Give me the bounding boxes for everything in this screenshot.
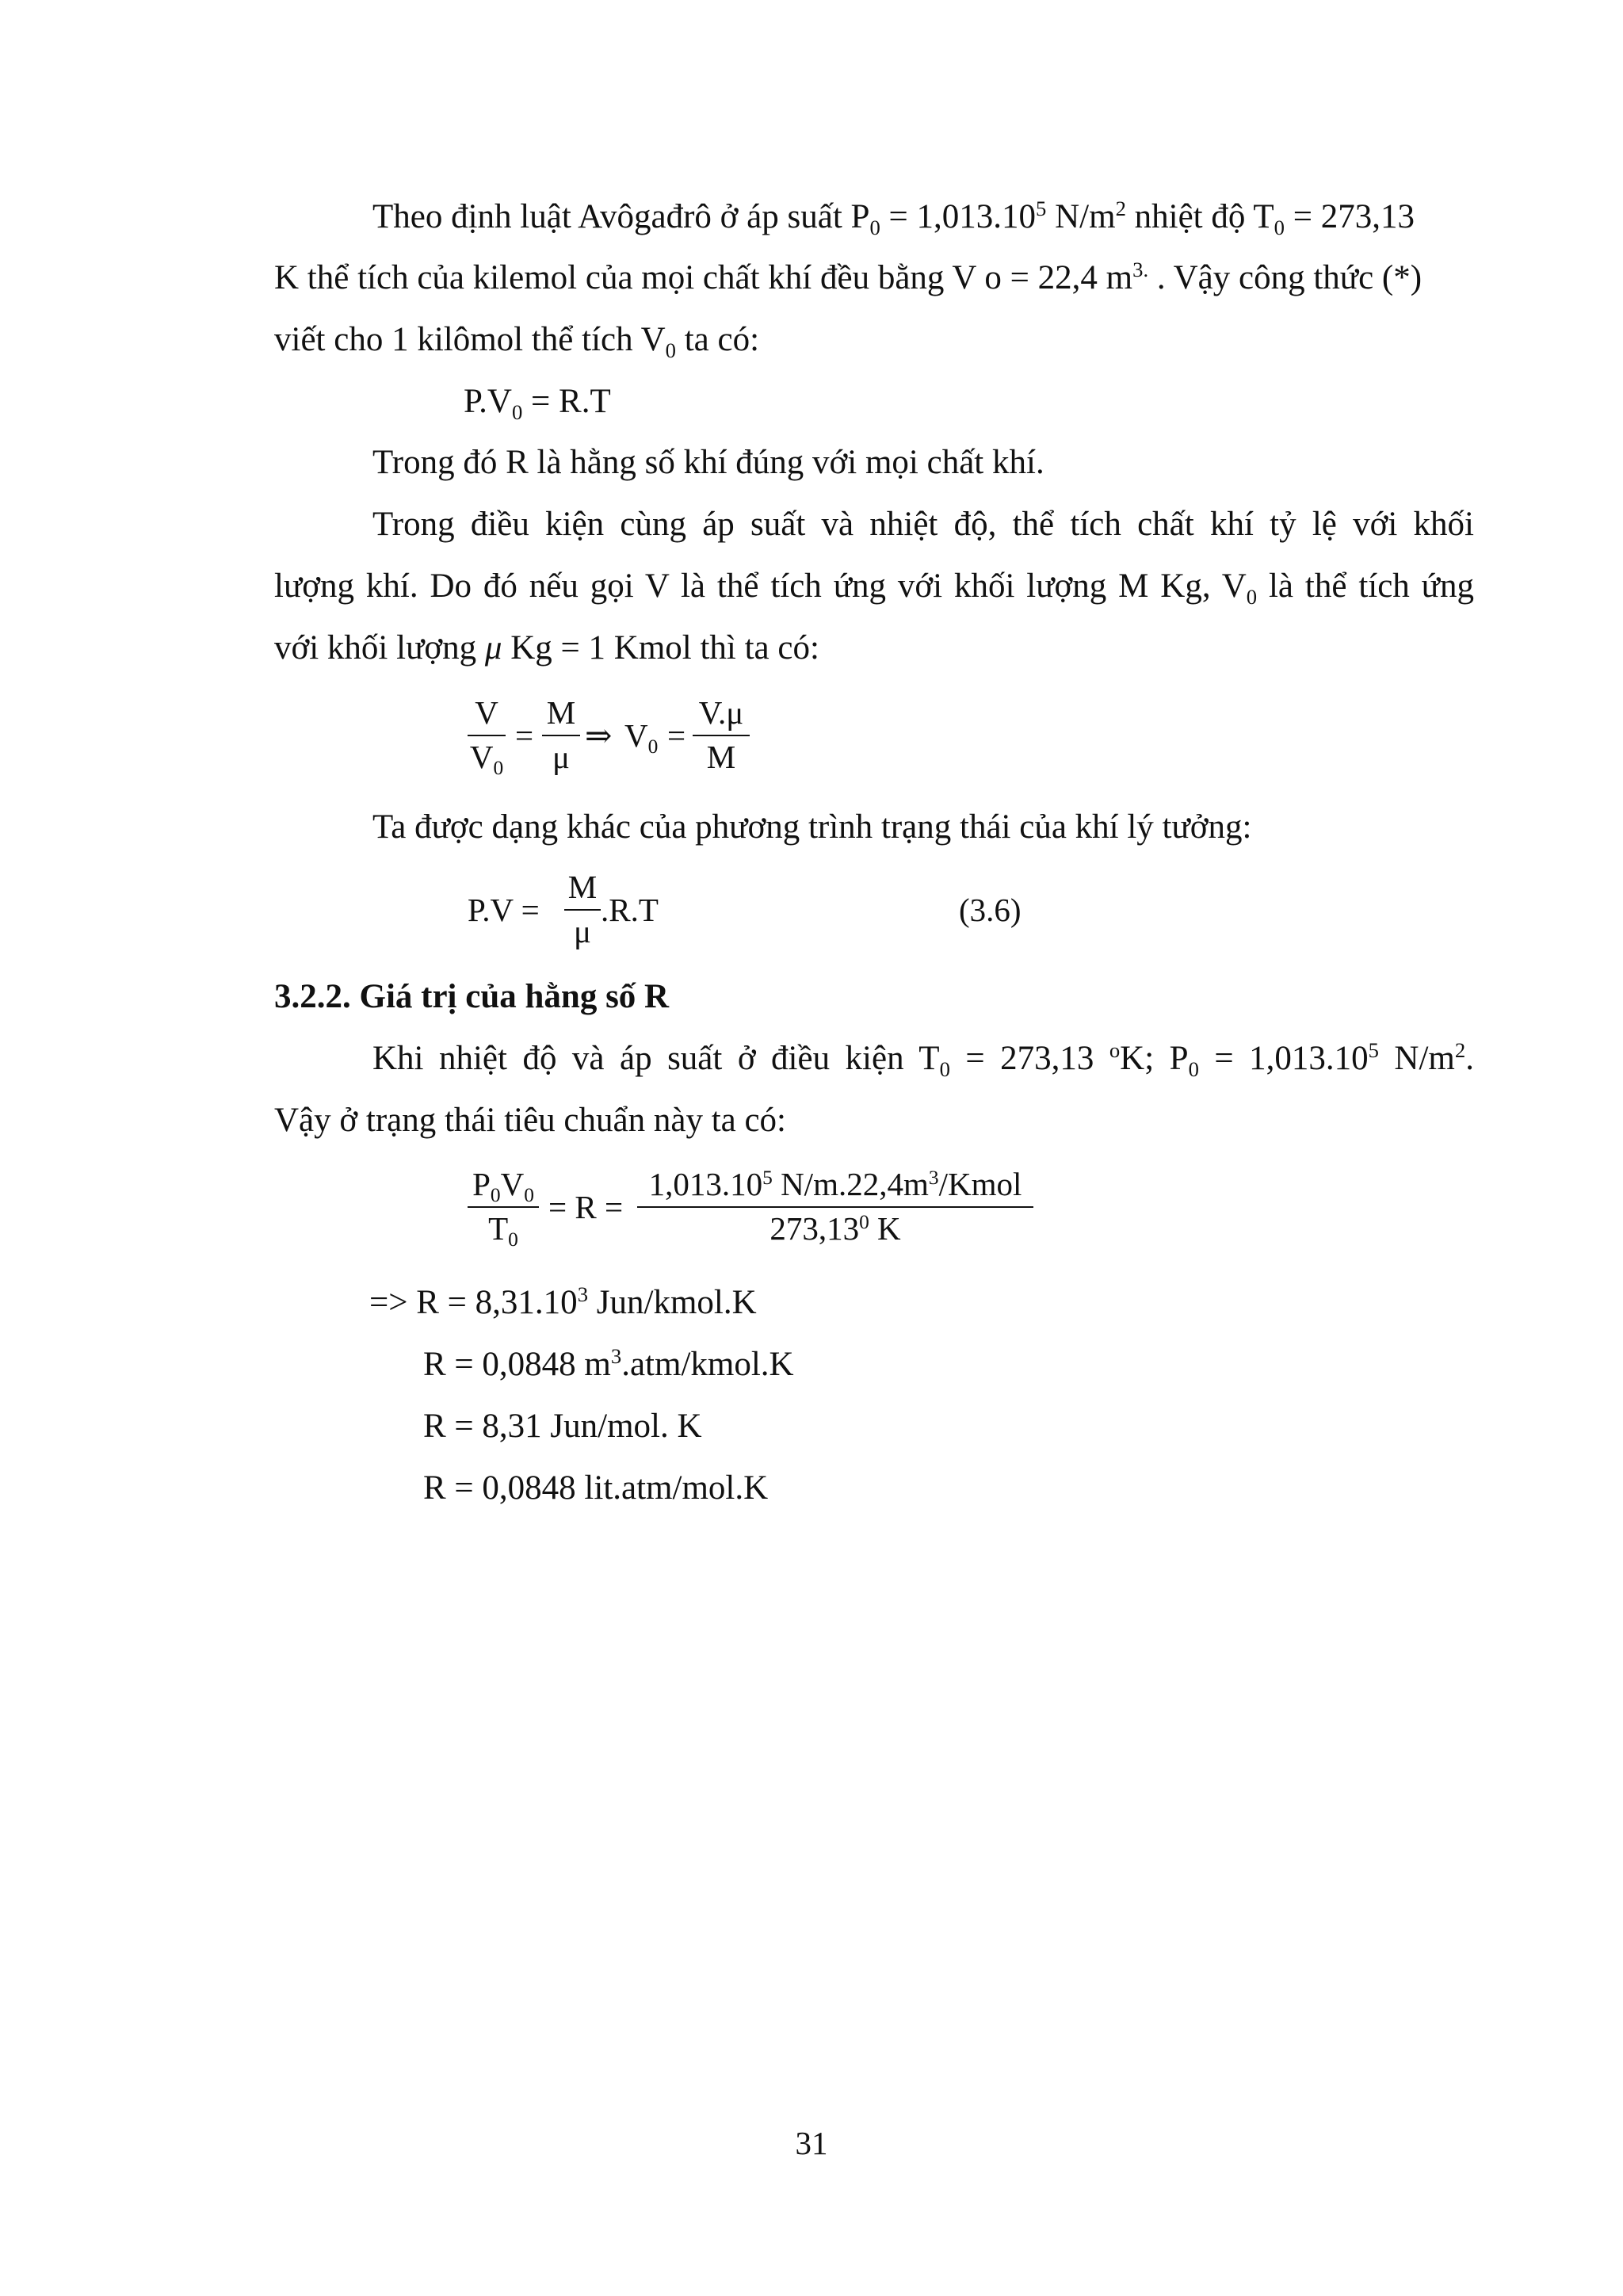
implies-arrow: ⇒ (585, 717, 613, 754)
equation-lhs: P.V = (468, 892, 540, 928)
paragraph-1-line-1 (372, 197, 1415, 238)
v0-symbol (624, 716, 659, 758)
superscript: 5 (762, 1167, 773, 1190)
fraction-1-bar (468, 735, 506, 736)
text: viết cho 1 kilômol thể tích V (274, 321, 666, 358)
equals-sign: = (515, 717, 534, 754)
text: P (472, 1166, 491, 1202)
subscript: 0 (524, 1184, 534, 1207)
superscript: 3. (1132, 258, 1149, 282)
text: = 1,013.10 (880, 198, 1037, 235)
paragraph-1-line-2 (274, 258, 1422, 299)
lhs-numerator (468, 1165, 539, 1207)
subscript: 0 (939, 1056, 950, 1081)
section-heading: 3.2.2. Giá trị của hằng số R (274, 978, 670, 1015)
text: V (624, 717, 648, 754)
fraction-2-numerator: M (546, 694, 576, 731)
rhs-fraction-bar (637, 1206, 1033, 1208)
text: Khi nhiệt độ và áp suất ở điều kiện T (372, 1040, 940, 1077)
result-r-3: R = 8,31 Jun/mol. K (423, 1408, 702, 1445)
text: R = 0,0848 m (423, 1346, 611, 1383)
superscript: 3 (928, 1167, 939, 1190)
superscript: 3 (577, 1282, 589, 1307)
fraction-3-denominator: M (706, 739, 736, 775)
text: .atm/kmol.K (621, 1346, 794, 1383)
fraction-2-bar (542, 735, 580, 736)
paragraph-3-line-2: Vậy ở trạng thái tiêu chuẩn này ta có: (274, 1102, 787, 1139)
equation-volume-ratio (468, 693, 769, 781)
equation-r-value (468, 1165, 1038, 1252)
superscript: 3 (610, 1344, 622, 1369)
subscript: 0 (508, 1228, 518, 1251)
equation-3-6 (468, 868, 1038, 955)
fraction-1-denominator (468, 738, 506, 780)
text: = 273,13 (949, 1040, 1109, 1077)
text: . Vậy công thức (*) (1148, 259, 1423, 296)
equals-r-equals: = R = (548, 1189, 624, 1225)
subscript: 0 (1274, 215, 1285, 239)
subscript: 0 (1188, 1056, 1199, 1081)
subscript: 0 (511, 399, 523, 424)
page-number: 31 (795, 2125, 828, 2161)
text: V (500, 1166, 525, 1202)
superscript: 2 (1115, 197, 1126, 221)
text: => R = 8,31.10 (369, 1284, 578, 1321)
lhs-fraction-bar (468, 1206, 539, 1208)
paragraph-2-line-3 (274, 628, 819, 669)
subscript: 0 (490, 1184, 501, 1207)
text: P.V (464, 383, 512, 420)
result-r-2 (423, 1344, 794, 1385)
equation-rhs: .R.T (601, 892, 659, 928)
text: lượng khí. Do đó nếu gọi V là thể tích ứng với khối lượng M Kg, V (274, 567, 1247, 605)
lhs-denominator (468, 1209, 539, 1251)
text: = 273,13 (1284, 198, 1415, 235)
text: N/m.22,4m (772, 1166, 929, 1202)
text: 1,013.10 (648, 1166, 763, 1202)
equals-sign-2: = (667, 717, 686, 754)
fraction-3-bar (693, 735, 750, 736)
subscript: 0 (665, 338, 676, 362)
paragraph-2-line-1: Trong điều kiện cùng áp suất và nhiệt độ, thể tích chất khí tỷ lệ với khối (372, 506, 1474, 543)
text: với khối lượng (274, 629, 485, 667)
text: Jun/kmol.K (588, 1284, 757, 1321)
text: o = 22,4 m (984, 259, 1133, 296)
subscript: 0 (869, 215, 880, 239)
text: Kg = 1 Kmol thì ta có: (502, 629, 819, 667)
superscript: 0 (859, 1211, 869, 1234)
rhs-denominator (637, 1209, 1033, 1247)
paragraph-r-definition: Trong đó R là hằng số khí đúng với mọi chất khí. (372, 444, 1044, 481)
mu-symbol: μ (484, 629, 502, 667)
paragraph-3-line-1 (372, 1038, 1474, 1079)
text: V (469, 739, 494, 775)
fraction-1-numerator: V (475, 694, 498, 731)
text: 273,13 (769, 1210, 860, 1247)
text: là thể tích ứng (1257, 567, 1474, 605)
text: /Kmol (938, 1166, 1022, 1202)
text: N/m (1378, 1040, 1455, 1077)
fraction-numerator: M (567, 869, 598, 905)
result-r-1 (369, 1282, 757, 1324)
text: ta có: (675, 321, 760, 358)
text: nhiệt độ T (1125, 198, 1274, 235)
paragraph-alternate-form: Ta được dạng khác của phương trình trạng thái của khí lý tưởng: (372, 808, 1252, 846)
superscript: 2 (1454, 1038, 1466, 1063)
text: = 1,013.10 (1198, 1040, 1369, 1077)
equation-label: (3.6) (959, 892, 1022, 928)
result-r-4: R = 0,0848 lit.atm/mol.K (423, 1469, 769, 1507)
text: = R.T (522, 383, 611, 420)
fraction-3-numerator: V.μ (698, 694, 744, 731)
subscript: 0 (647, 735, 659, 758)
superscript: o (1109, 1038, 1121, 1063)
subscript: 0 (1246, 584, 1258, 609)
fraction-denominator: μ (574, 913, 591, 949)
superscript: 5 (1368, 1038, 1379, 1063)
text: Theo định luật Avôgađrô ở áp suất P (372, 198, 870, 235)
subscript: 0 (493, 757, 504, 780)
text: N/m (1046, 198, 1116, 235)
text: . (1465, 1040, 1474, 1077)
text: K (869, 1210, 901, 1247)
equation-pv0-rt (464, 381, 611, 422)
paragraph-2-line-2 (274, 566, 1474, 607)
text: K thể tích của kilemol của mọi chất khí đều bằng V (274, 259, 976, 296)
paragraph-1-line-3 (274, 319, 759, 361)
fraction-2-denominator: μ (552, 739, 570, 775)
superscript: 5 (1036, 197, 1047, 221)
rhs-numerator (637, 1165, 1033, 1203)
text: K; P (1120, 1040, 1189, 1077)
fraction-bar (564, 909, 601, 911)
text: T (488, 1210, 509, 1247)
